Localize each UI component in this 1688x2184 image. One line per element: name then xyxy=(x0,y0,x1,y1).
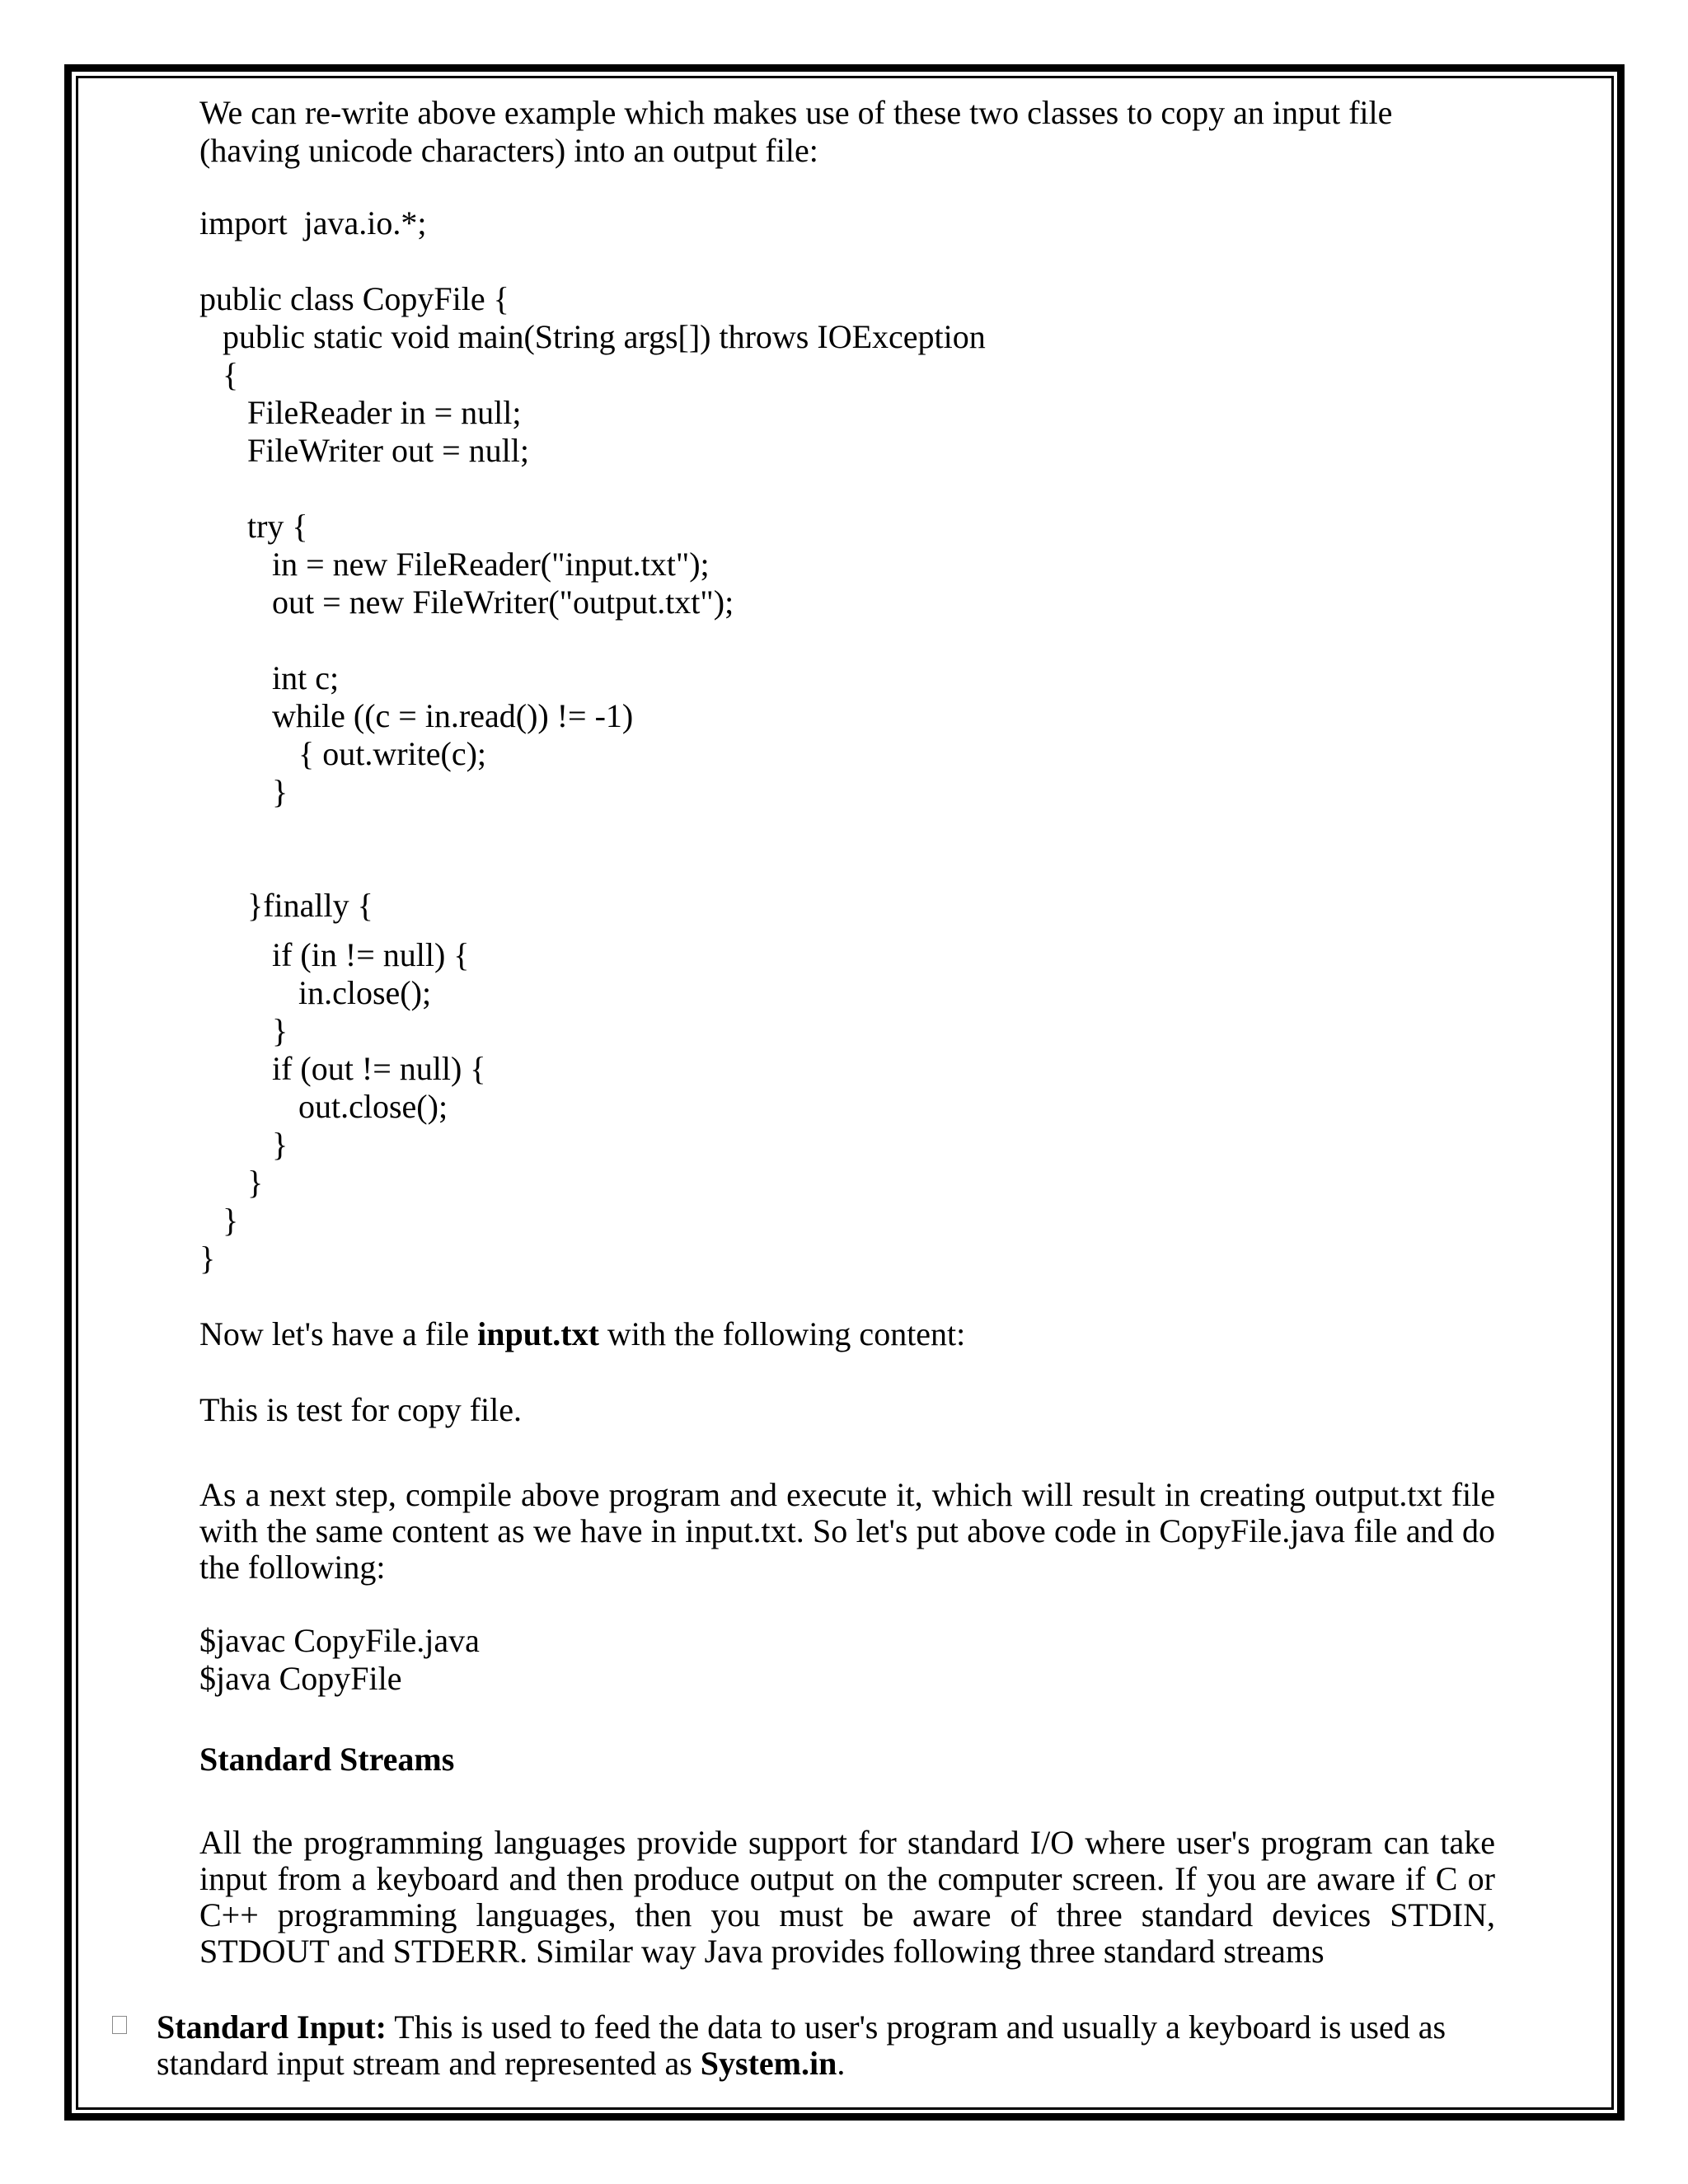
streams-paragraph: All the programming languages provide support for standard I/O where user's program can take input from a keyboard and then produce output on the computer screen. If you are aware if C or C++ programming languages, then you must be aware of three standard devices STDIN, STDOUT and STDERR. Similar way Java provides following three standard streams xyxy=(199,1824,1495,1970)
content-intro-line: Now let's have a file input.txt with the following content: xyxy=(199,1315,966,1352)
code-line: { xyxy=(223,356,239,393)
code-line: FileWriter out = null; xyxy=(247,432,530,469)
code-line: out = new FileWriter("output.txt"); xyxy=(272,583,734,621)
standard-input-bullet: Standard Input: This is used to feed the data to user's program and usually a keyboard is used as standard input stream and represented as System.in. xyxy=(157,2008,1447,2082)
section-heading: Standard Streams xyxy=(199,1741,455,1778)
code-line: FileReader in = null; xyxy=(247,394,522,431)
sample-content-line: This is test for copy file. xyxy=(199,1391,523,1428)
code-line: }finally { xyxy=(247,887,373,924)
next-step-paragraph: As a next step, compile above program and execute it, which will result in creating output.txt file with the same content as we have in input.txt. So let's put above code in CopyFile.java file and do the following: xyxy=(199,1476,1495,1586)
code-line: while ((c = in.read()) != -1) xyxy=(272,697,634,734)
bullet-icon xyxy=(112,2016,127,2034)
code-line: } xyxy=(272,773,288,810)
code-line: public static void main(String args[]) throws IOException xyxy=(223,318,986,355)
code-line: if (in != null) { xyxy=(272,936,470,973)
code-line: } xyxy=(199,1240,216,1277)
code-line: } xyxy=(247,1164,264,1201)
command-line: $javac CopyFile.java xyxy=(199,1622,480,1659)
code-line: try { xyxy=(247,508,308,545)
intro-paragraph: We can re-write above example which makes use of these two classes to copy an input file (having unicode characters) into an output file: xyxy=(199,94,1393,169)
code-line: } xyxy=(272,1126,288,1163)
code-line: int c; xyxy=(272,659,340,696)
code-line: } xyxy=(223,1202,239,1239)
command-line: $java CopyFile xyxy=(199,1660,402,1697)
code-line: import java.io.*; xyxy=(199,204,427,241)
code-line: in.close(); xyxy=(298,974,432,1011)
code-line: out.close(); xyxy=(298,1088,448,1125)
filename-input-txt: input.txt xyxy=(477,1315,599,1352)
code-line: if (out != null) { xyxy=(272,1050,486,1087)
code-line: in = new FileReader("input.txt"); xyxy=(272,546,710,583)
code-line: { out.write(c); xyxy=(298,735,487,772)
code-line: public class CopyFile { xyxy=(199,280,509,317)
code-line: } xyxy=(272,1012,288,1049)
